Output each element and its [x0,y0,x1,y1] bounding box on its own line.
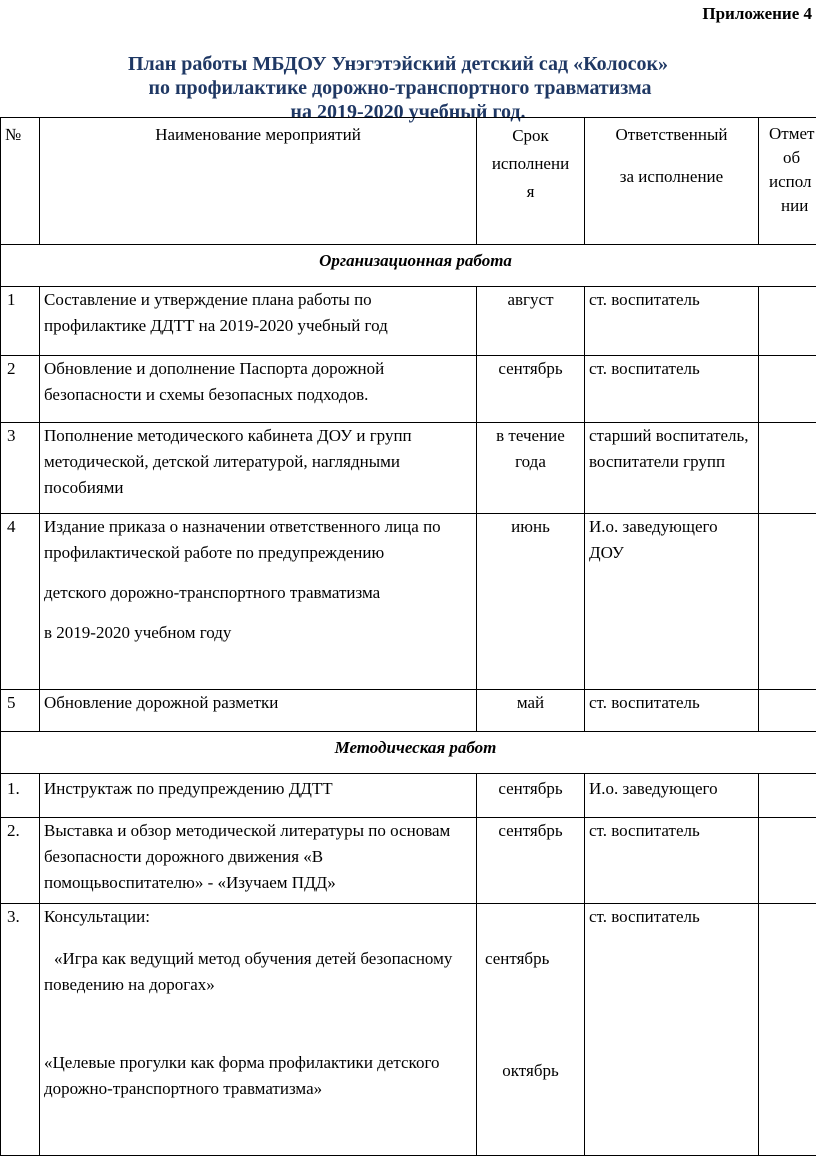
row-num: 2 [1,356,40,423]
row-name-line: «Игра как ведущий метод обучения детей безопасному поведению на дорогах» [44,949,453,994]
row-mark [759,514,816,690]
row-term-item: октябрь [502,1061,559,1080]
document-title [0,52,816,124]
row-term: сентябрь [477,774,585,818]
header-term-line: я [526,182,535,201]
row-num: 4 [1,514,40,690]
row-name: Пополнение методического кабинета ДОУ и групп методической, детской литературой, наглядными пособиями [40,423,477,514]
header-resp-line: Ответственный [615,125,728,144]
row-term: август [477,287,585,356]
row-responsible: ст. воспитатель [585,287,759,356]
header-mark-line: Отмет [769,124,815,143]
header-responsible [585,118,759,245]
row-name [40,904,477,1156]
row-name-line: «Целевые прогулки как форма профилактики детского дорожно-транспортного травматизма» [44,1053,440,1098]
row-responsible: ст. воспитатель [585,904,759,1156]
title-line-3: на 2019-2020 учебный год. [290,101,526,123]
row-term: июнь [477,514,585,690]
header-mark-line: испол [769,172,812,191]
row-responsible: ст. воспитатель [585,818,759,904]
appendix-label: Приложение 4 [702,4,812,23]
table-row [1,774,816,818]
row-responsible: ст. воспитатель [585,356,759,423]
row-responsible: старший воспитатель, воспитатели групп [585,423,759,514]
row-name: Инструктаж по предупреждению ДДТТ [40,774,477,818]
row-name-line: Консультации: [44,907,150,926]
row-num: 3. [1,904,40,1156]
row-name: Выставка и обзор методической литературы по основам безопасности дорожного движения «В помощьвоспитателю» - «Изучаем ПДД» [40,818,477,904]
header-name: Наименование мероприятий [40,118,477,245]
header-num: № [1,118,40,245]
row-name: Обновление дорожной разметки [40,690,477,732]
row-term: сентябрь [477,818,585,904]
table-row [1,356,816,423]
table-row [1,904,816,1156]
header-resp-line: за исполнение [619,167,724,186]
header-term [477,118,585,245]
row-num: 1. [1,774,40,818]
row-mark [759,423,816,514]
table-row [1,514,816,690]
header-mark-line: нии [781,196,809,215]
title-line-2: по профилактике дорожно-транспортного травматизма [148,77,652,99]
row-num: 1 [1,287,40,356]
table-row [1,690,816,732]
row-responsible: И.о. заведующего ДОУ [585,514,759,690]
row-responsible: ст. воспитатель [585,690,759,732]
row-term [477,904,585,1156]
table-row [1,423,816,514]
header-mark-line: об [783,148,801,167]
row-num: 5 [1,690,40,732]
title-line-1: План работы МБДОУ Унэгэтэйский детский сад «Колосок» [127,53,669,75]
row-name: Составление и утверждение плана работы по профилактике ДДТТ на 2019-2020 учебный год [40,287,477,356]
row-name [40,514,477,690]
row-responsible: И.о. заведующего [585,774,759,818]
row-num: 3 [1,423,40,514]
header-term-line: исполнени [491,154,570,173]
table-row [1,818,816,904]
row-mark [759,690,816,732]
section-title: Организационная работа [1,245,816,287]
row-mark [759,287,816,356]
row-term: сентябрь [477,356,585,423]
row-num: 2. [1,818,40,904]
row-term: май [477,690,585,732]
plan-table [0,117,816,1156]
row-name: Обновление и дополнение Паспорта дорожной безопасности и схемы безопасных подходов. [40,356,477,423]
table-row [1,287,816,356]
section-row [1,245,816,287]
row-mark [759,818,816,904]
row-name-line: детского дорожно-транспортного травматизма [44,583,381,602]
row-term: в течение года [477,423,585,514]
table-header-row [1,118,816,245]
row-name-line: Издание приказа о назначении ответственного лица по профилактической работе по предупреждению [44,517,441,562]
row-mark [759,356,816,423]
row-mark [759,774,816,818]
row-term-item: сентябрь [485,949,550,968]
header-mark [759,118,816,245]
section-title: Методическая работ [1,732,816,774]
header-term-line: Срок [512,126,549,145]
row-name-line: в 2019-2020 учебном году [44,623,232,642]
section-row [1,732,816,774]
row-mark [759,904,816,1156]
